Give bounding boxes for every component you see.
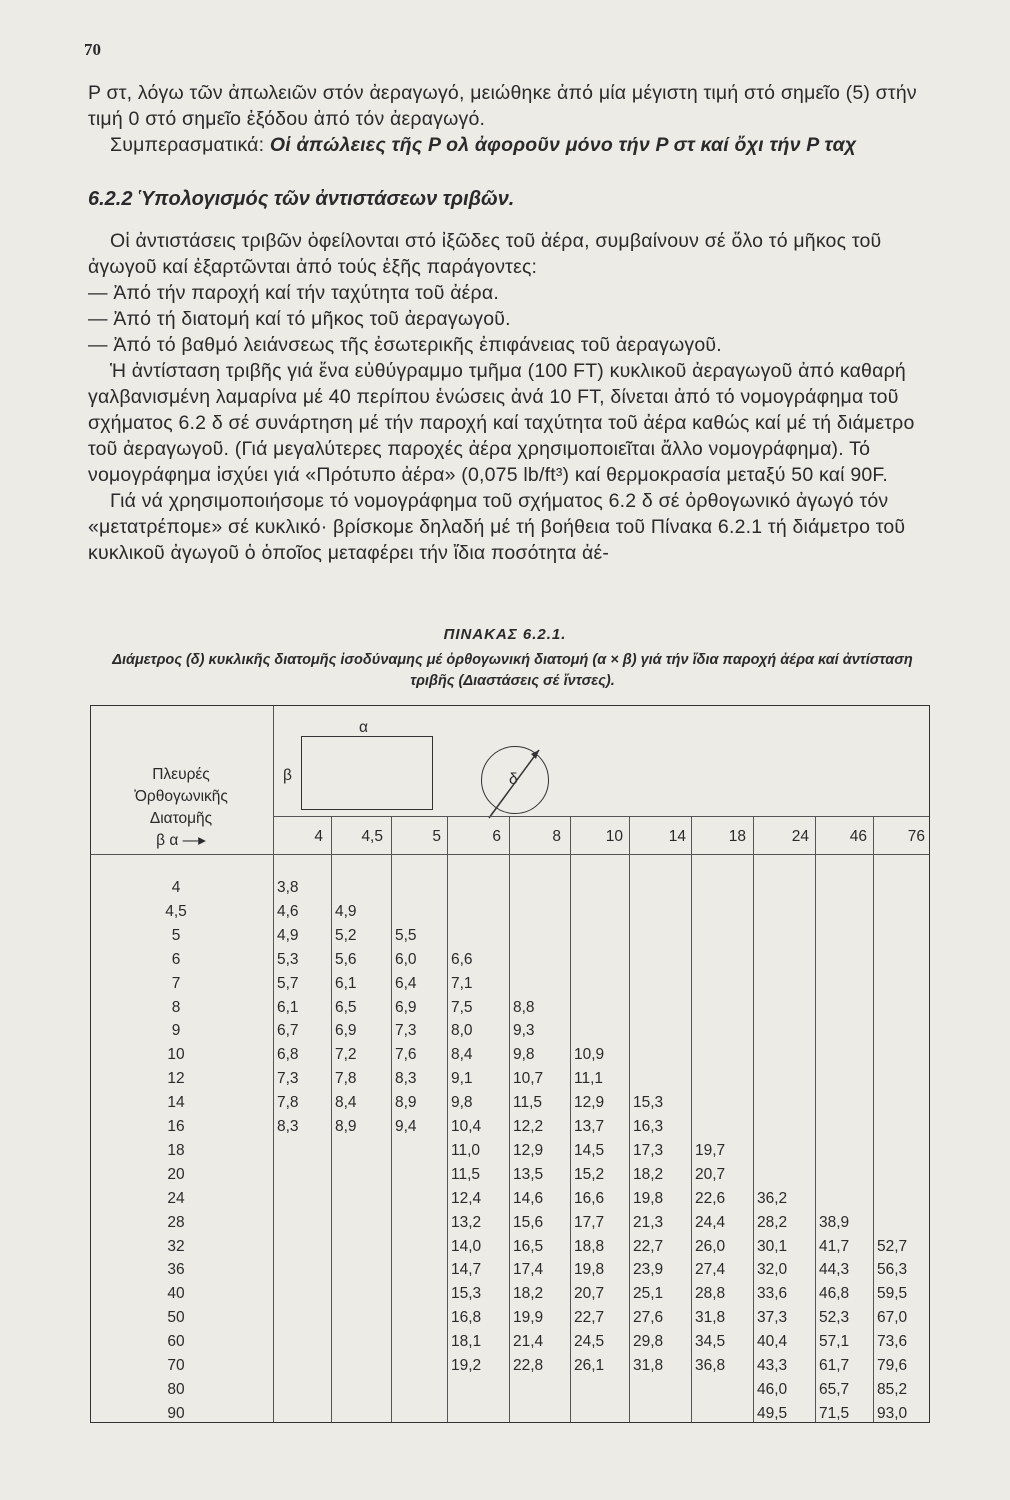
table-cell: 6,9 [395, 998, 417, 1016]
table-cell: 34,5 [695, 1333, 726, 1351]
paragraph-intro [88, 80, 933, 158]
column-divider [570, 816, 571, 1422]
table-cell: 27,6 [633, 1309, 664, 1327]
table-cell: 11,1 [574, 1070, 604, 1088]
table-cell: 20,7 [695, 1165, 726, 1183]
rectangle-section-diagram [301, 736, 433, 810]
table-cell: 11,0 [451, 1141, 481, 1159]
table-cell: 8,0 [451, 1022, 473, 1040]
table-cell: 46,0 [757, 1380, 788, 1398]
table-cell: 36,8 [695, 1357, 726, 1374]
column-header: 46 [849, 828, 867, 845]
column-divider [509, 816, 510, 1422]
side-label [91, 764, 271, 852]
table-cell: 13,2 [451, 1213, 482, 1231]
para4: Γιά νά χρησιμοποιήσομε τό νομογράφημα τοῦ σχήματος 6.2 δ σέ ὀρθογωνικό ἀγωγό τόν «μετατρέπομε» σέ κυκλικό· βρίσκομε δηλαδή μέ τή βοήθεια τοῦ Πίνακα 6.2.1 τή διάμετρο τοῦ κυκλικοῦ ἀγωγοῦ ὁ ὁποῖος μεταφέρει τήν ἴδια ποσότητα ἀέ- [88, 490, 906, 564]
table-cell: 18,1 [451, 1333, 482, 1351]
factor-1: — Ἀπό τήν παροχή καί τήν ταχύτητα τοῦ ἀέρα. [88, 282, 499, 304]
table-cell: 15,6 [513, 1213, 544, 1231]
column-header: 76 [907, 828, 925, 845]
table-cell: 65,7 [819, 1380, 850, 1398]
table-cell: 16,3 [633, 1118, 664, 1135]
table-cell: 52,3 [819, 1309, 850, 1327]
table-cell: 11,5 [451, 1165, 481, 1183]
table-cell: 22,7 [574, 1309, 605, 1327]
table-cell: 43,3 [757, 1357, 788, 1374]
table-cell: 16,8 [451, 1309, 482, 1327]
table-cell: 4,9 [335, 902, 357, 920]
table-cell: 14,0 [451, 1237, 482, 1255]
table-cell: 24,4 [695, 1213, 726, 1231]
table-cell: 8,9 [395, 1094, 417, 1112]
column-divider [447, 816, 448, 1422]
table-cell: 6,9 [335, 1022, 357, 1040]
side-label-line-4: β α —▸ [156, 832, 206, 849]
para2: Οἱ ἀντιστάσεις τριβῶν ὀφείλονται στό ἰξῶδες τοῦ ἀέρα, συμβαίνουν σέ ὅλο τό μῆκος τοῦ ἀγωγοῦ καί ἐξαρτῶνται ἀπό τούς ἑξῆς παράγοντες: [88, 230, 882, 278]
table-cell: 4,9 [277, 926, 299, 944]
table-cell: 7,6 [395, 1046, 417, 1064]
table-cell: 40,4 [757, 1333, 788, 1351]
table-cell: 12,4 [451, 1189, 482, 1207]
table-cell: 14,7 [451, 1261, 482, 1279]
row-label: 36 [167, 1261, 185, 1279]
table-cell: 22,7 [633, 1237, 664, 1255]
column-divider [691, 816, 692, 1422]
row-label: 32 [167, 1237, 185, 1255]
table-cell: 16,5 [513, 1237, 544, 1255]
table-cell: 19,2 [451, 1357, 482, 1374]
row-label: 60 [167, 1333, 185, 1351]
table-cell: 15,2 [574, 1165, 605, 1183]
column-header: 24 [791, 828, 809, 845]
table-cell: 52,7 [877, 1237, 908, 1255]
table-cell: 3,8 [277, 879, 299, 896]
alpha-label: α [359, 719, 368, 736]
column-divider [273, 706, 274, 1422]
table-cell: 41,7 [819, 1237, 850, 1255]
column-header: 14 [668, 828, 686, 845]
column-divider [815, 816, 816, 1422]
table-title: ΠΙΝΑΚΑΣ 6.2.1. [443, 626, 567, 643]
row-label: 70 [167, 1357, 185, 1374]
column-header: 5 [432, 828, 441, 845]
table-cell: 14,5 [574, 1141, 605, 1159]
table-cell: 6,6 [451, 950, 473, 968]
table-cell: 28,8 [695, 1285, 726, 1303]
row-label: 12 [167, 1070, 185, 1088]
table-cell: 9,3 [513, 1022, 535, 1040]
table-cell: 32,0 [757, 1261, 788, 1279]
table-cell: 18,2 [633, 1165, 664, 1183]
table-cell: 67,0 [877, 1309, 908, 1327]
table-cell: 18,8 [574, 1237, 605, 1255]
table-cell: 6,1 [335, 974, 357, 992]
table-cell: 28,2 [757, 1213, 788, 1231]
table-cell: 7,3 [277, 1070, 299, 1088]
row-label: 10 [167, 1046, 185, 1064]
table-cell: 31,8 [633, 1357, 664, 1374]
table-cell: 18,2 [513, 1285, 544, 1303]
table-cell: 17,7 [574, 1213, 605, 1231]
table-cell: 5,2 [335, 926, 357, 944]
row-label: 16 [167, 1118, 185, 1135]
table-cell: 5,7 [277, 974, 299, 992]
table-cell: 46,8 [819, 1285, 850, 1303]
table-cell: 9,4 [395, 1118, 417, 1135]
table-cell: 8,4 [335, 1094, 357, 1112]
table-cell: 85,2 [877, 1380, 908, 1398]
row-label: 90 [167, 1404, 185, 1422]
beta-label: β [283, 767, 292, 784]
table-cell: 9,8 [451, 1094, 473, 1112]
para1: P στ, λόγω τῶν ἀπωλειῶν στόν ἀεραγωγό, μειώθηκε ἀπό μία μέγιστη τιμή στό σημεῖο (5) στήν τιμή 0 στό σημεῖο ἐξόδου ἀπό τόν ἀεραγωγό. [88, 82, 917, 130]
table-cell: 7,5 [451, 998, 473, 1016]
table-cell: 71,5 [819, 1404, 850, 1422]
table-cell: 10,4 [451, 1118, 482, 1135]
table-cell: 6,4 [395, 974, 417, 992]
column-divider [629, 816, 630, 1422]
table-cell: 6,7 [277, 1022, 299, 1040]
table-cell: 23,9 [633, 1261, 664, 1279]
table-cell: 56,3 [877, 1261, 908, 1279]
table-cell: 7,3 [395, 1022, 417, 1040]
table-cell: 14,6 [513, 1189, 544, 1207]
column-header: 18 [728, 828, 746, 845]
row-label: 24 [167, 1189, 185, 1207]
header-divider [91, 854, 929, 855]
table-cell: 15,3 [451, 1285, 482, 1303]
table-cell: 17,4 [513, 1261, 544, 1279]
table-cell: 73,6 [877, 1333, 908, 1351]
page-number: 70 [84, 40, 101, 59]
column-divider [391, 816, 392, 1422]
table-cell: 6,1 [277, 998, 299, 1016]
table-cell: 8,3 [277, 1118, 299, 1135]
table-cell: 8,3 [395, 1070, 417, 1088]
table-cell: 8,4 [451, 1046, 473, 1064]
header-top-divider [273, 816, 929, 817]
table-cell: 10,7 [513, 1070, 544, 1088]
table-cell: 6,0 [395, 950, 417, 968]
conclusion [88, 132, 933, 158]
row-label: 20 [167, 1165, 185, 1183]
table-cell: 13,5 [513, 1165, 544, 1183]
row-label: 28 [167, 1213, 185, 1231]
table-cell: 17,3 [633, 1141, 664, 1159]
table-cell: 9,1 [451, 1070, 473, 1088]
table-cell: 30,1 [757, 1237, 788, 1255]
equivalent-diameter-table [90, 705, 930, 1423]
side-label-line-2: Ὀρθογωνικῆς [134, 788, 228, 805]
table-cell: 26,0 [695, 1237, 726, 1255]
column-header: 4,5 [361, 828, 383, 845]
table-cell: 38,9 [819, 1213, 850, 1231]
table-cell: 7,8 [277, 1094, 299, 1112]
side-label-line-3: Διατομῆς [149, 810, 213, 827]
table-cell: 5,3 [277, 950, 299, 968]
table-cell: 16,6 [574, 1189, 605, 1207]
table-cell: 93,0 [877, 1404, 908, 1422]
table-cell: 59,5 [877, 1285, 908, 1303]
table-cell: 6,5 [335, 998, 357, 1016]
row-label: 7 [171, 974, 181, 992]
section-heading: 6.2.2 Ὑπολογισμός τῶν ἀντιστάσεων τριβῶν. [88, 188, 515, 210]
table-cell: 12,9 [513, 1141, 544, 1159]
row-label: 6 [171, 950, 181, 968]
table-cell: 26,1 [574, 1357, 605, 1374]
row-label: 18 [167, 1141, 185, 1159]
table-cell: 29,8 [633, 1333, 664, 1351]
table-cell: 21,3 [633, 1213, 664, 1231]
factor-3: — Ἀπό τό βαθμό λειάνσεως τῆς ἐσωτερικῆς ἐπιφάνειας τοῦ ἀεραγωγοῦ. [88, 334, 722, 356]
table-cell: 9,8 [513, 1046, 535, 1064]
table-cell: 8,8 [513, 998, 535, 1016]
table-cell: 61,7 [819, 1357, 850, 1374]
side-label-line-1: Πλευρές [152, 766, 210, 783]
table-cell: 20,7 [574, 1285, 605, 1303]
row-label: 4 [171, 879, 181, 896]
table-cell: 22,6 [695, 1189, 726, 1207]
conclusion-prefix: Συμπερασματικά: [110, 134, 270, 156]
table-cell: 31,8 [695, 1309, 726, 1327]
table-cell: 8,9 [335, 1118, 357, 1135]
table-cell: 7,1 [451, 974, 473, 992]
table-cell: 27,4 [695, 1261, 726, 1279]
table-cell: 57,1 [819, 1333, 850, 1351]
column-header: 10 [605, 828, 623, 845]
table-cell: 6,8 [277, 1046, 299, 1064]
table-caption: Διάμετρος (δ) κυκλικῆς διατομῆς ἰσοδύναμης μέ ὀρθογωνική διατομή (α × β) γιά τήν ἴδια παροχή ἀέρα καί ἀντίσταση τριβῆς (Διαστάσεις σέ ἴντσες). [112, 652, 913, 689]
column-header: 8 [552, 828, 561, 845]
row-label: 80 [167, 1380, 185, 1398]
row-label: 9 [171, 1022, 181, 1040]
table-cell: 44,3 [819, 1261, 850, 1279]
column-divider [331, 816, 332, 1422]
factor-2: — Ἀπό τή διατομή καί τό μῆκος τοῦ ἀεραγωγοῦ. [88, 308, 511, 330]
para3: Ἡ ἀντίσταση τριβῆς γιά ἕνα εὐθύγραμμο τμῆμα (100 FT) κυκλικοῦ ἀεραγωγοῦ ἀπό καθαρή γαλβανισμένη λαμαρίνα μέ 40 περίπου ἑνώσεις ἀνά 10 FT, δίνεται ἀπό τό νομογράφημα τοῦ σχήματος 6.2 δ σέ συνάρτηση μέ τήν παροχή καί ταχύτητα τοῦ ἀέρα καθώς καί μέ τή διάμετρο τοῦ ἀεραγωγοῦ. (Γιά μεγαλύτερες παροχές ἀέρα χρησιμοποιεῖται ἄλλο νομογράφημα). Τό νομογράφημα ἰσχύει γιά «Πρότυπο ἀέρα» (0,075 lb/ft³) καί θερμοκρασία μεταξύ 50 καί 90F. [88, 360, 915, 486]
table-cell: 13,7 [574, 1118, 605, 1135]
table-cell: 36,2 [757, 1189, 788, 1207]
table-cell: 15,3 [633, 1094, 664, 1112]
column-divider [873, 816, 874, 1422]
row-label: 14 [167, 1094, 185, 1112]
row-label: 50 [167, 1309, 185, 1327]
row-label: 5 [171, 926, 181, 944]
table-cell: 19,9 [513, 1309, 544, 1327]
delta-label: δ [509, 771, 518, 788]
row-label: 4,5 [165, 902, 187, 920]
table-cell: 79,6 [877, 1357, 908, 1374]
table-cell: 7,8 [335, 1070, 357, 1088]
table-cell: 7,2 [335, 1046, 357, 1064]
conclusion-text: Οἱ ἀπώλειες τῆς P ολ ἀφοροῦν μόνο τήν P στ καί ὄχι τήν P ταχ [269, 134, 857, 156]
column-divider [753, 816, 754, 1422]
table-cell: 37,3 [757, 1309, 788, 1327]
table-cell: 49,5 [757, 1404, 788, 1422]
table-cell: 11,5 [513, 1094, 543, 1112]
row-label: 40 [167, 1285, 185, 1303]
column-header: 6 [492, 828, 501, 845]
table-cell: 19,7 [695, 1141, 726, 1159]
table-cell: 10,9 [574, 1046, 605, 1064]
table-cell: 25,1 [633, 1285, 664, 1303]
table-cell: 24,5 [574, 1333, 605, 1351]
table-cell: 12,9 [574, 1094, 605, 1112]
column-header: 4 [314, 828, 323, 845]
table-cell: 5,5 [395, 926, 417, 944]
table-cell: 22,8 [513, 1357, 544, 1374]
table-cell: 5,6 [335, 950, 357, 968]
table-cell: 19,8 [574, 1261, 605, 1279]
body-text [88, 228, 933, 566]
table-cell: 21,4 [513, 1333, 544, 1351]
table-cell: 19,8 [633, 1189, 664, 1207]
row-label: 8 [171, 998, 181, 1016]
table-cell: 4,6 [277, 902, 299, 920]
table-cell: 12,2 [513, 1118, 544, 1135]
table-cell: 33,6 [757, 1285, 788, 1303]
